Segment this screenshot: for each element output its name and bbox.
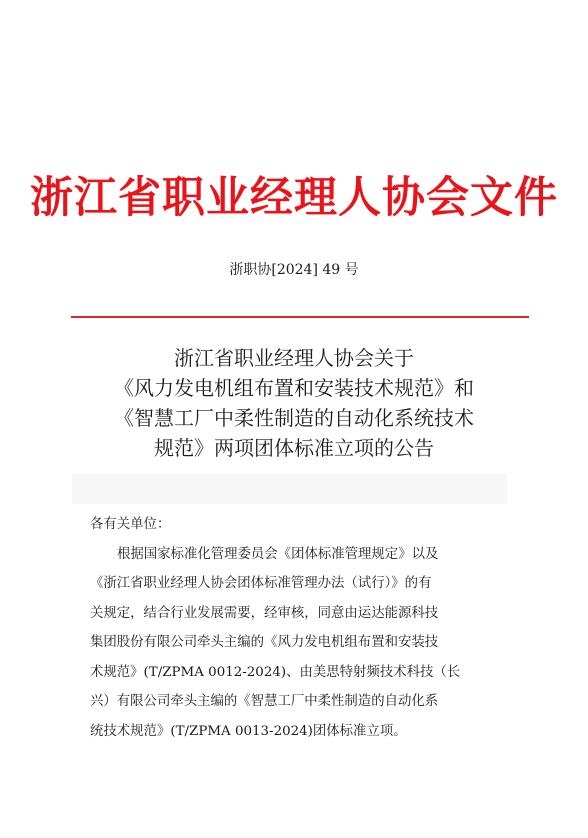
document-number: 浙职协[2024] 49 号 [229,262,359,278]
paragraph-line: 集团股份有限公司牵头主编的《风力发电机组布置和安装技 [90,635,439,650]
paragraph-line: 根据国家标准化管理委员会《团体标准管理规定》以及 [117,546,439,562]
body-paragraph [90,540,508,747]
notice-title [60,343,528,463]
salutation: 各有关单位： [90,517,171,532]
paragraph-line: 统技术规范》(T/ZPMA 0013-2024)团体标准立项。 [90,723,407,739]
paragraph-line: 术规范》(T/ZPMA 0012-2024)、由美思特射频技术科技（长 [90,664,461,680]
red-divider-rule [71,316,529,318]
notice-title-line: 《智慧工厂中柔性制造的自动化系统技术 [114,406,474,430]
shaded-band [72,474,507,504]
paragraph-line: 《浙江省职业经理人协会团体标准管理办法（试行）》的有 [90,576,432,591]
notice-title-line: 《风力发电机组布置和安装技术规范》和 [114,376,474,400]
paragraph-line: 兴）有限公司牵头主编的《智慧工厂中柔性制造的自动化系 [90,694,439,709]
notice-title-line: 浙江省职业经理人协会关于 [174,346,414,370]
paragraph-line: 关规定，结合行业发展需要，经审核，同意由运达能源科技 [90,605,439,621]
notice-body [90,510,508,746]
notice-title-line: 规范》两项团体标准立项的公告 [154,436,434,460]
issuer-masthead: 浙江省职业经理人协会文件 [30,173,558,223]
